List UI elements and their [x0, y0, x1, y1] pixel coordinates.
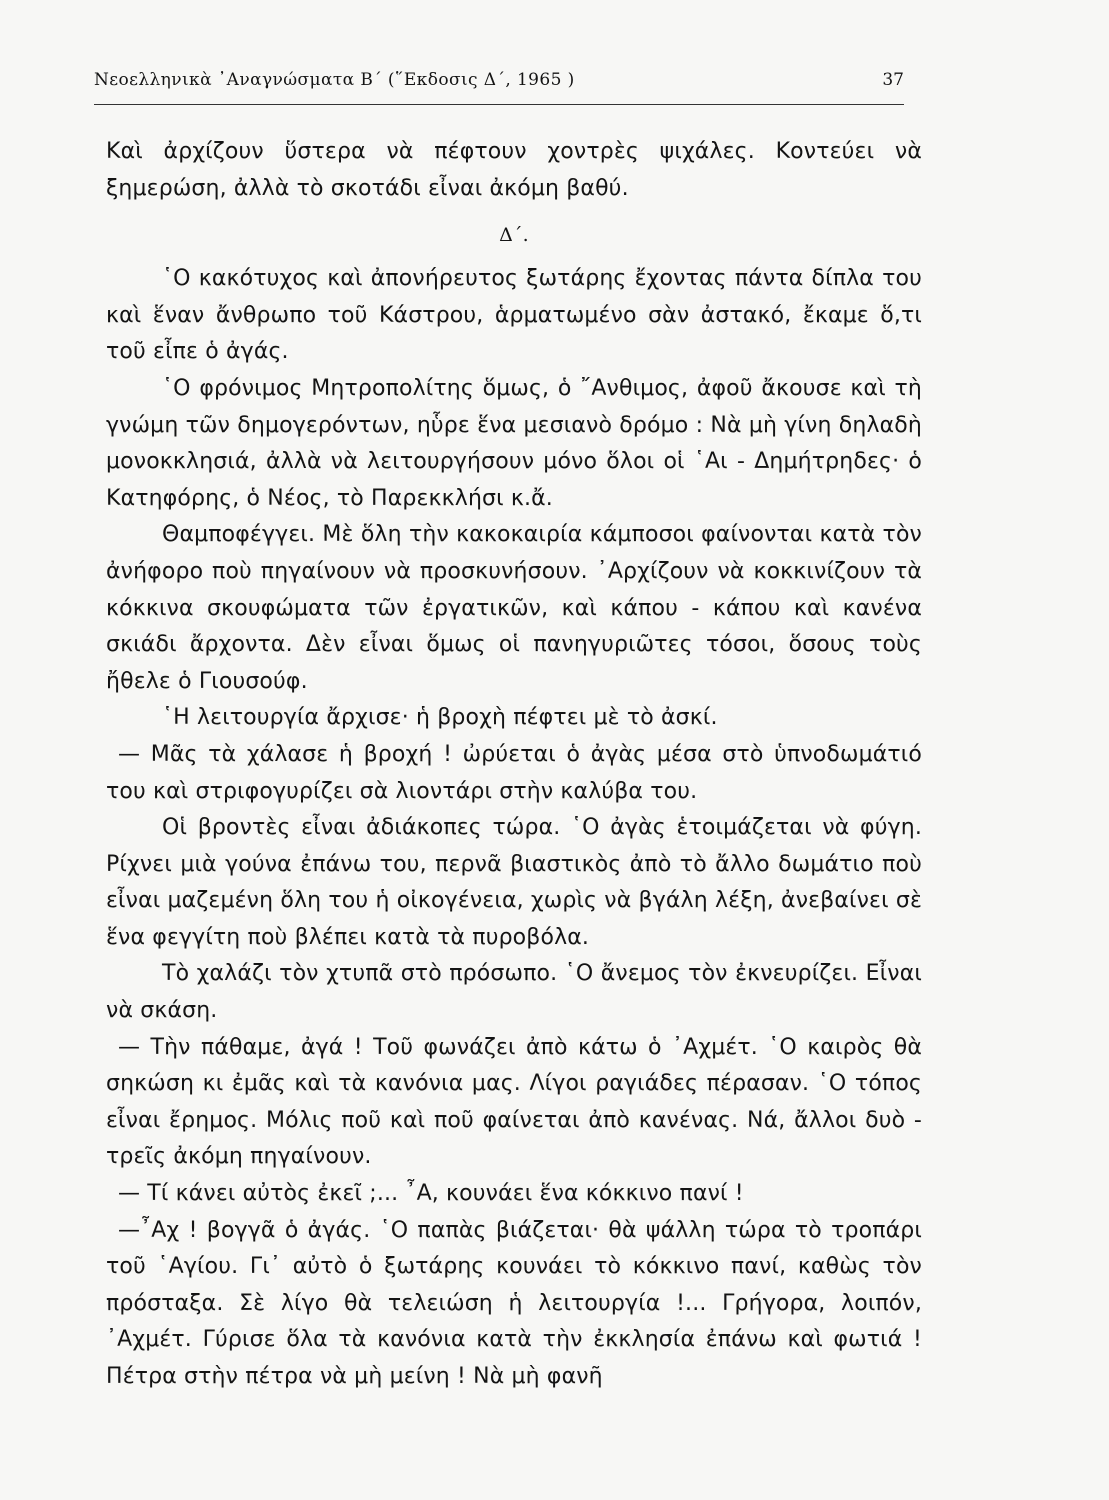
- body-text: [106, 134, 922, 1396]
- paragraph: ῾Ο φρόνιμος Μητροπολίτης ὅμως, ὁ ῎Ανθιμος, ἀφοῦ ἄκουσε καὶ τὴ γνώμη τῶν δημογερόντων, ηὗρε ἕνα μεσιανὸ δρόμο : Νὰ μὴ γίνη δηλαδὴ μονοκκλησιά, ἀλλὰ νὰ λειτουργήσουν μόνο ὅλοι οἱ ῾Αι - Δημήτρηδες· ὁ Κατηφόρης, ὁ Νέος, τὸ Παρεκκλήσι κ.ἄ.: [106, 375, 922, 511]
- paragraph: Οἱ βροντὲς εἶναι ἀδιάκοπες τώρα. ῾Ο ἀγὰς ἑτοιμάζεται νὰ φύγη. Ρίχνει μιὰ γούνα ἐπάνω του, περνᾶ βιαστικὸς ἀπὸ τὸ ἄλλο δωμάτιο ποὺ εἶναι μαζεμένη ὅλη του ἡ οἰκογένεια, χωρὶς νὰ βγάλη λέξη, ἀνεβαίνει σὲ ἕνα φεγγίτη ποὺ βλέπει κατὰ τὰ πυροβόλα.: [106, 815, 922, 950]
- paragraph: ῾Η λειτουργία ἄρχισε· ἡ βροχὴ πέφτει μὲ τὸ ἀσκί.: [162, 705, 718, 731]
- dialogue-paragraph: — Μᾶς τὰ χάλασε ἡ βροχή ! ὠρύεται ὁ ἀγὰς μέσα στὸ ὑπνοδωμάτιό του καὶ στριφογυρίζει σὰ λιοντάρι στὴν καλύβα του.: [106, 741, 922, 804]
- header-rule: [94, 104, 904, 105]
- paragraph: Θαμποφέγγει. Μὲ ὅλη τὴν κακοκαιρία κάμποσοι φαίνονται κατὰ τὸν ἀνήφορο ποὺ πηγαίνουν νὰ προσκυνήσουν. ᾽Αρχίζουν νὰ κοκκινίζουν τὰ κόκκινα σκουφώματα τῶν ἐργατικῶν, καὶ κάπου - κάπου καὶ κανένα σκιάδι ἄρχοντα. Δὲν εἶναι ὅμως οἱ πανηγυριῶτες τόσοι, ὅσους τοὺς ἤθελε ὁ Γιουσούφ.: [106, 522, 922, 694]
- section-heading: Δ΄.: [499, 224, 529, 247]
- paragraph: ῾Ο κακότυχος καὶ ἀπονήρευτος ξωτάρης ἔχοντας πάντα δίπλα του καὶ ἕναν ἄνθρωπο τοῦ Κάστρου, ἁρματωμένο σὰν ἀστακό, ἔκαμε ὅ,τι τοῦ εἶπε ὁ ἀγάς.: [106, 266, 922, 365]
- paragraph: Τὸ χαλάζι τὸν χτυπᾶ στὸ πρόσωπο. ῾Ο ἄνεμος τὸν ἐκνευρίζει. Εἶναι νὰ σκάση.: [106, 961, 922, 1024]
- running-head: Νεοελληνικὰ ᾽Αναγνώσματα Β΄ (῞Εκδοσις Δ΄, 1965 ): [94, 70, 575, 90]
- page-number: 37: [882, 70, 904, 90]
- dialogue-paragraph: — Τί κάνει αὐτὸς ἐκεῖ ;... ῏Α, κουνάει ἕνα κόκκινο πανί !: [118, 1181, 744, 1207]
- page-header: [94, 70, 904, 100]
- dialogue-paragraph: —῏Αχ ! βογγᾶ ὁ ἀγάς. ῾Ο παπὰς βιάζεται· θὰ ψάλλη τώρα τὸ τροπάρι τοῦ ῾Αγίου. Γι᾽ αὐτὸ ὁ ξωτάρης κουνάει τὸ κόκκινο πανί, καθὼς τὸν πρόσταξα. Σὲ λίγο θὰ τελειώση ἡ λειτουργία !... Γρήγορα, λοιπόν, ᾽Αχμέτ. Γύρισε ὅλα τὰ κανόνια κατὰ τὴν ἐκκλησία ἐπάνω καὶ φωτιά ! Πέτρα στὴν πέτρα νὰ μὴ μείνη ! Νὰ μὴ φανῆ: [106, 1217, 922, 1389]
- dialogue-paragraph: — Τὴν πάθαμε, ἀγά ! Τοῦ φωνάζει ἀπὸ κάτω ὁ ᾽Αχμέτ. ῾Ο καιρὸς θὰ σηκώση κι ἐμᾶς καὶ τὰ κανόνια μας. Λίγοι ραγιάδες πέρασαν. ῾Ο τόπος εἶναι ἔρημος. Μόλις ποῦ καὶ ποῦ φαίνεται ἀπὸ κανένας. Νά, ἄλλοι δυὸ - τρεῖς ἀκόμη πηγαίνουν.: [106, 1034, 922, 1170]
- paragraph: Καὶ ἀρχίζουν ὕστερα νὰ πέφτουν χοντρὲς ψιχάλες. Κοντεύει νὰ ξημερώση, ἀλλὰ τὸ σκοτάδι εἶναι ἀκόμη βαθύ.: [106, 139, 922, 201]
